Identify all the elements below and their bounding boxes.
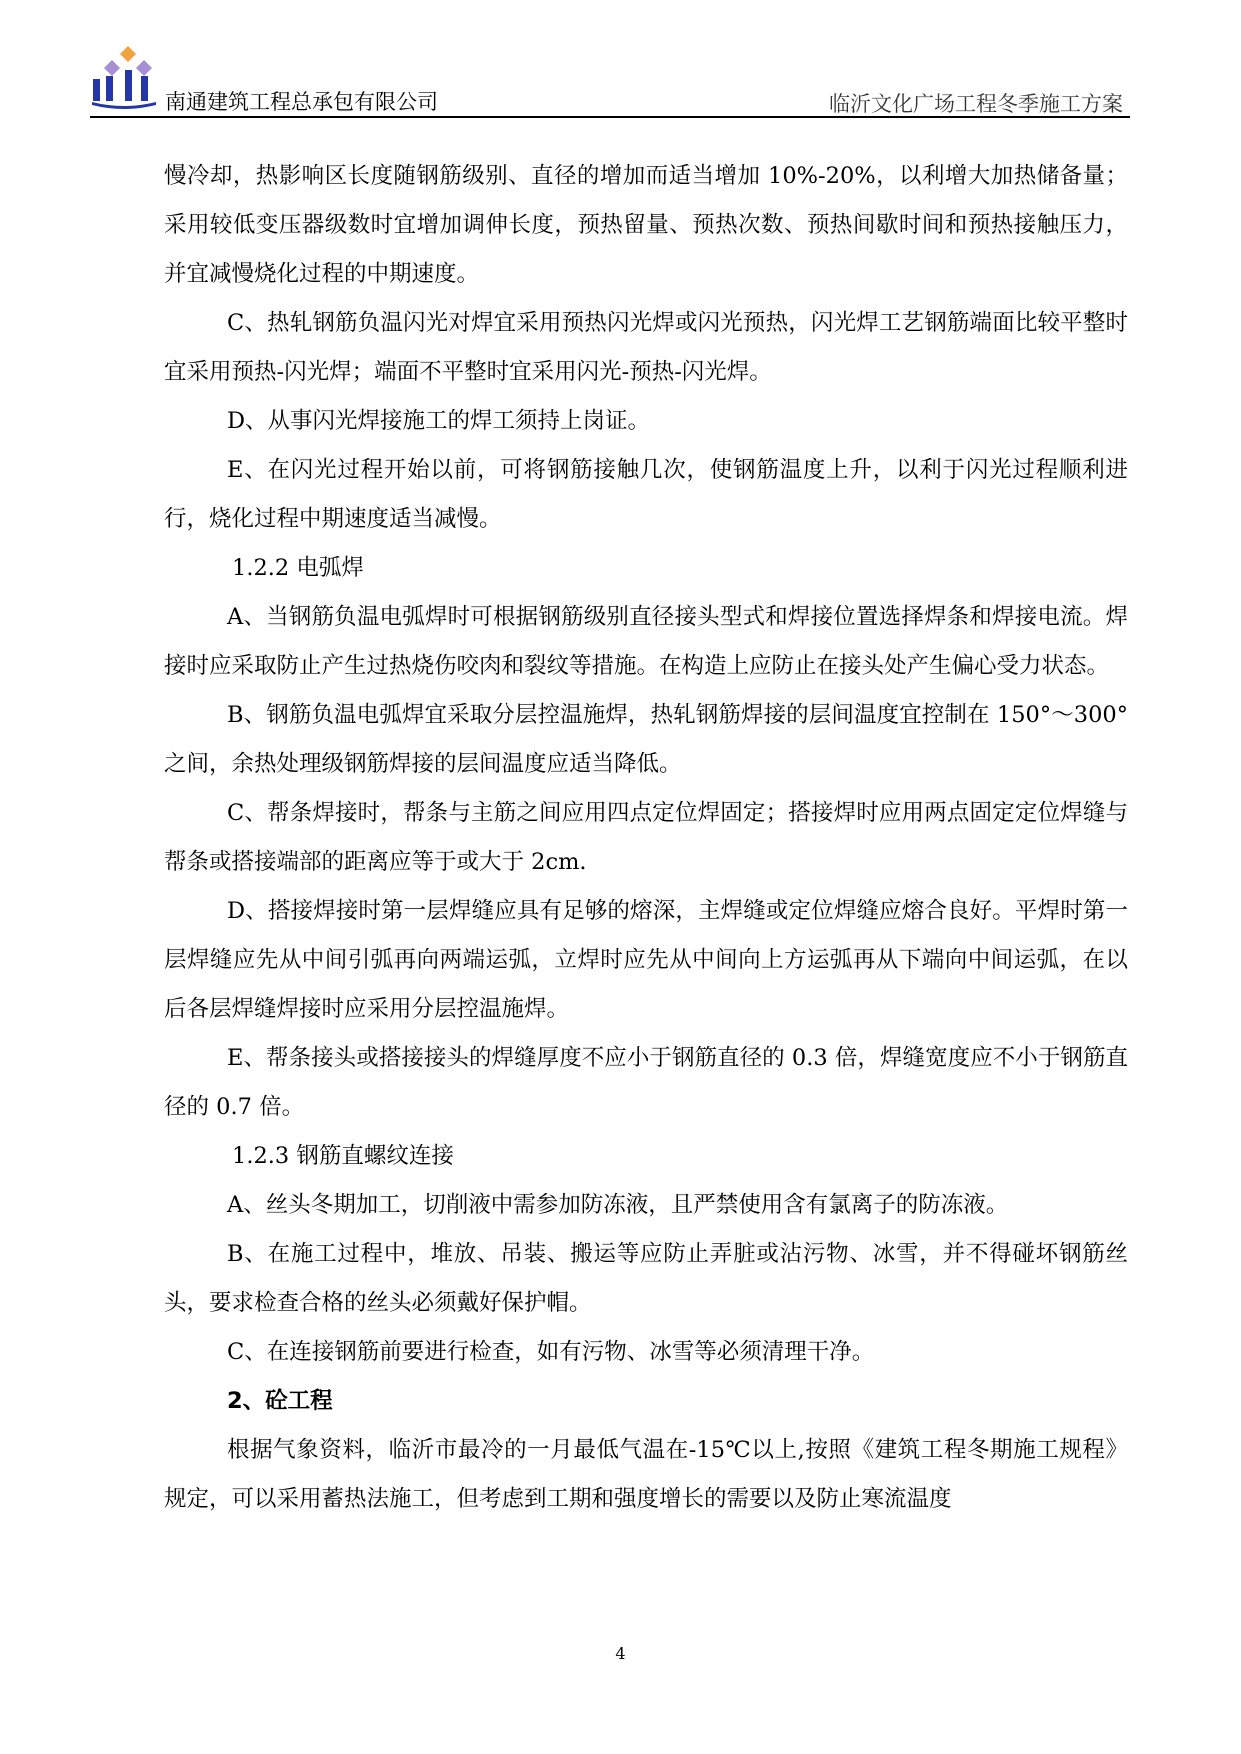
body-paragraph: 慢冷却，热影响区长度随钢筋级别、直径的增加而适当增加 10%-20%，以利增大加热储备量；采用较低变压器级数时宜增加调伸长度，预热留量、预热次数、预热间歇时间和预热接触压力，并宜减慢烧化过程的中期速度。: [164, 163, 1128, 287]
company-logo-icon: [90, 46, 158, 112]
body-paragraph: B、在施工过程中，堆放、吊装、搬运等应防止弄脏或沾污物、冰雪，并不得碰坏钢筋丝头，要求检查合格的丝头必须戴好保护帽。: [164, 1241, 1128, 1316]
header-document-title: 临沂文化广场工程冬季施工方案: [829, 92, 1123, 116]
page-number: 4: [615, 1644, 626, 1663]
body-paragraph: D、搭接焊接时第一层焊缝应具有足够的熔深，主焊缝或定位焊缝应熔合良好。平焊时第一层焊缝应先从中间引弧再向两端运弧，立焊时应先从中间向上方运弧再从下端向中间运弧，在以后各层焊缝焊接时应采用分层控温施焊。: [164, 898, 1128, 1022]
section-heading: 2、砼工程: [227, 1388, 333, 1414]
header-divider: [90, 116, 1130, 118]
document-body: [164, 152, 1128, 1524]
body-paragraph: C、热轧钢筋负温闪光对焊宜采用预热闪光焊或闪光预热，闪光焊工艺钢筋端面比较平整时宜采用预热-闪光焊；端面不平整时宜采用闪光-预热-闪光焊。: [164, 310, 1128, 385]
subsection-heading: 1.2.2 电弧焊: [232, 555, 364, 581]
subsection-heading: 1.2.3 钢筋直螺纹连接: [232, 1143, 454, 1169]
body-paragraph: C、帮条焊接时，帮条与主筋之间应用四点定位焊固定；搭接焊时应用两点固定定位焊缝与帮条或搭接端部的距离应等于或大于 2cm.: [164, 800, 1128, 875]
body-paragraph: A、当钢筋负温电弧焊时可根据钢筋级别直径接头型式和焊接位置选择焊条和焊接电流。焊接时应采取防止产生过热烧伤咬肉和裂纹等措施。在构造上应防止在接头处产生偏心受力状态。: [164, 604, 1128, 679]
body-paragraph: A、丝头冬期加工，切削液中需参加防冻液，且严禁使用含有氯离子的防冻液。: [227, 1192, 1009, 1218]
body-paragraph: B、钢筋负温电弧焊宜采取分层控温施焊，热轧钢筋焊接的层间温度宜控制在 150°～300°之间，余热处理级钢筋焊接的层间温度应适当降低。: [164, 702, 1128, 777]
body-paragraph: D、从事闪光焊接施工的焊工须持上岗证。: [227, 408, 651, 434]
body-paragraph: C、在连接钢筋前要进行检查，如有污物、冰雪等必须清理干净。: [227, 1339, 875, 1365]
body-paragraph: 根据气象资料，临沂市最冷的一月最低气温在-15℃以上,按照《建筑工程冬期施工规程》规定，可以采用蓄热法施工，但考虑到工期和强度增长的需要以及防止寒流温度: [164, 1437, 1128, 1512]
body-paragraph: E、在闪光过程开始以前，可将钢筋接触几次，使钢筋温度上升，以利于闪光过程顺利进行，烧化过程中期速度适当减慢。: [164, 457, 1128, 532]
header-company-name: 南通建筑工程总承包有限公司: [165, 90, 438, 114]
body-paragraph: E、帮条接头或搭接接头的焊缝厚度不应小于钢筋直径的 0.3 倍，焊缝宽度应不小于钢筋直径的 0.7 倍。: [164, 1045, 1128, 1120]
